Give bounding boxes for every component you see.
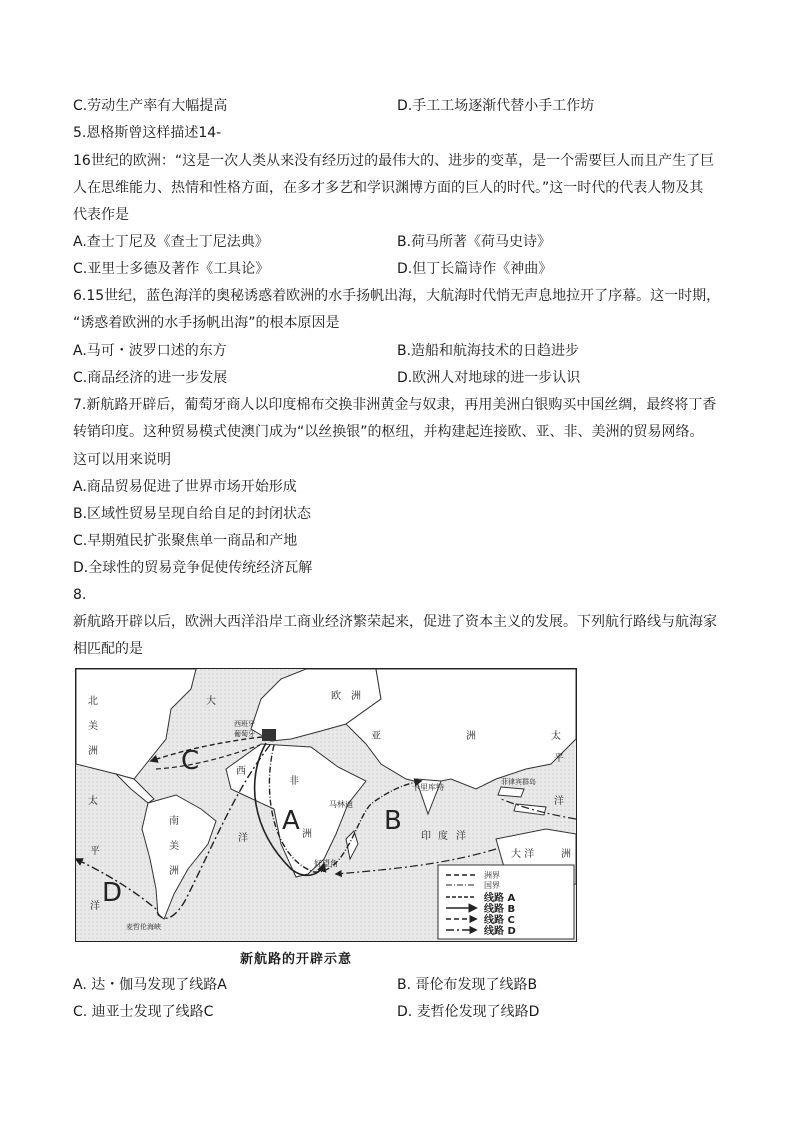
q8-option-c: C. 迪亚士发现了线路C [73,1004,214,1020]
label-mei: 美 [88,721,98,732]
label-zhou5: 洲 [169,866,179,877]
label-maizhelun: 麦哲伦海峡 [126,923,161,931]
label-ping2: 平 [554,753,564,764]
label-yin: 印 [421,831,431,842]
q5-option-a: A.查士丁尼及《查士丁尼法典》 [73,234,269,250]
label-tai2: 太 [551,731,561,742]
q5-stem-line1: 5.恩格斯曾这样描述14- [73,125,222,141]
q7-option-d: D.全球性的贸易竞争促使传统经济瓦解 [73,560,313,576]
label-ping: 平 [90,846,100,857]
legend-route-b: 线路 B [484,904,516,915]
label-dayang: 大 洋 [511,849,535,860]
label-du: 度 [438,831,448,842]
label-feilvbin: 菲律宾群岛 [501,778,536,786]
new-sea-routes-map [75,668,577,942]
q6-option-d: D.欧洲人对地球的进一步认识 [397,370,581,386]
label-mei2: 美 [169,841,179,852]
q6-option-b: B.造船和航海技术的日趋进步 [397,343,580,359]
label-malindi: 马林迪 [329,800,353,809]
q5-option-d: D.但丁长篇诗作《神曲》 [397,261,553,277]
q8-number: 8. [73,587,87,603]
q7-stem-line1: 7.新航路开辟后，葡萄牙商人以印度棉布交换非洲黄金与奴隶，再用美洲白银购买中国丝绸，最终将丁香 [73,397,717,413]
q8-option-a: A. 达・伽马发现了线路A [73,977,227,993]
label-nan: 南 [169,816,179,827]
q6-stem-line1: 6.15世纪，蓝色海洋的奥秘诱惑着欧洲的水手扬帆出海，大航海时代悄无声息地拉开了序幕。这一时期， [73,288,721,304]
q5-option-b: B.荷马所著《荷马史诗》 [397,234,552,250]
q5-option-c: C.亚里士多德及著作《工具论》 [73,261,270,277]
q5-stem-line2: 16世纪的欧洲：“这是一次人类从来没有经历过的最伟大的、进步的变革，是一个需要巨人而且产生了巨 [73,153,715,169]
legend-route-a: 线路 A [484,893,516,904]
label-ya: 亚 [371,731,381,742]
iberia-marker [262,729,276,741]
route-label-c: C [181,746,200,776]
legend-route-d: 线路 D [484,926,516,937]
q6-option-c: C.商品经济的进一步发展 [73,370,228,386]
label-yang2: 洋 [90,901,100,912]
route-label-b: B [384,806,402,836]
q7-option-b: B.区域性贸易呈现自给自足的封闭状态 [73,506,312,522]
q7-stem-line3: 这可以用来说明 [73,452,171,468]
label-zhou4: 洲 [302,829,312,840]
route-label-d: D [102,878,123,908]
q8-stem-line1: 新航路开辟以后，欧洲大西洋沿岸工商业经济繁荣起来，促进了资本主义的发展。下列航行路线与航海家 [73,614,717,630]
label-zhou2: 洲 [351,691,361,702]
label-bei: 北 [88,696,98,707]
q8-option-b: B. 哥伦布发现了线路B [397,977,538,993]
legend-continent: 洲界 [484,871,500,880]
q7-option-c: C.早期殖民扩张聚焦单一商品和产地 [73,533,298,549]
label-zhou: 洲 [88,746,98,757]
legend-route-c: 线路 C [484,915,515,926]
q7-stem-line2: 转销印度。这种贸易模式使澳门成为“以丝换银”的枢纽，并构建起连接欧、亚、非、美洲的贸易网络。 [73,424,704,440]
label-fei: 非 [289,776,299,787]
q8-option-d: D. 麦哲伦发现了线路D [397,1004,540,1020]
q8-stem-line2: 相匹配的是 [73,641,143,657]
q7-option-a: A.商品贸易促进了世界市场开始形成 [73,479,297,495]
label-zhou3: 洲 [466,731,476,742]
label-da: 大 [206,696,216,707]
label-haowangjiao: 好望角 [314,859,338,868]
label-ou: 欧 [331,691,341,702]
label-xi: 西 [236,766,246,777]
q4-option-c: C.劳动生产率有大幅提高 [73,98,228,114]
label-yang: 洋 [238,833,248,844]
label-yang4: 洋 [554,796,564,807]
q6-option-a: A.马可・波罗口述的东方 [73,343,227,359]
route-label-a: A [282,806,300,836]
label-tai: 太 [88,796,98,807]
q6-stem-line2: “诱惑着欧洲的水手扬帆出海”的根本原因是 [73,315,340,331]
legend-country: 国界 [484,881,500,890]
q4-option-d: D.手工工场逐渐代替小手工作坊 [397,98,595,114]
map-legend [438,865,574,939]
label-xibanya: 西班牙 [234,720,255,728]
q5-stem-line3: 人在思维能力、热情和性格方面，在多才多艺和学识渊博方面的巨人的时代。”这一时代的代表人物及其 [73,180,704,196]
label-zhou6: 洲 [561,849,571,860]
q5-stem-line4: 代表作是 [73,207,129,223]
label-putaoya: 葡萄牙 [234,730,255,738]
label-kalikute: 卡里库特 [412,783,444,792]
map-caption: 新航路的开辟示意 [240,952,353,967]
label-yang3: 洋 [456,831,466,842]
